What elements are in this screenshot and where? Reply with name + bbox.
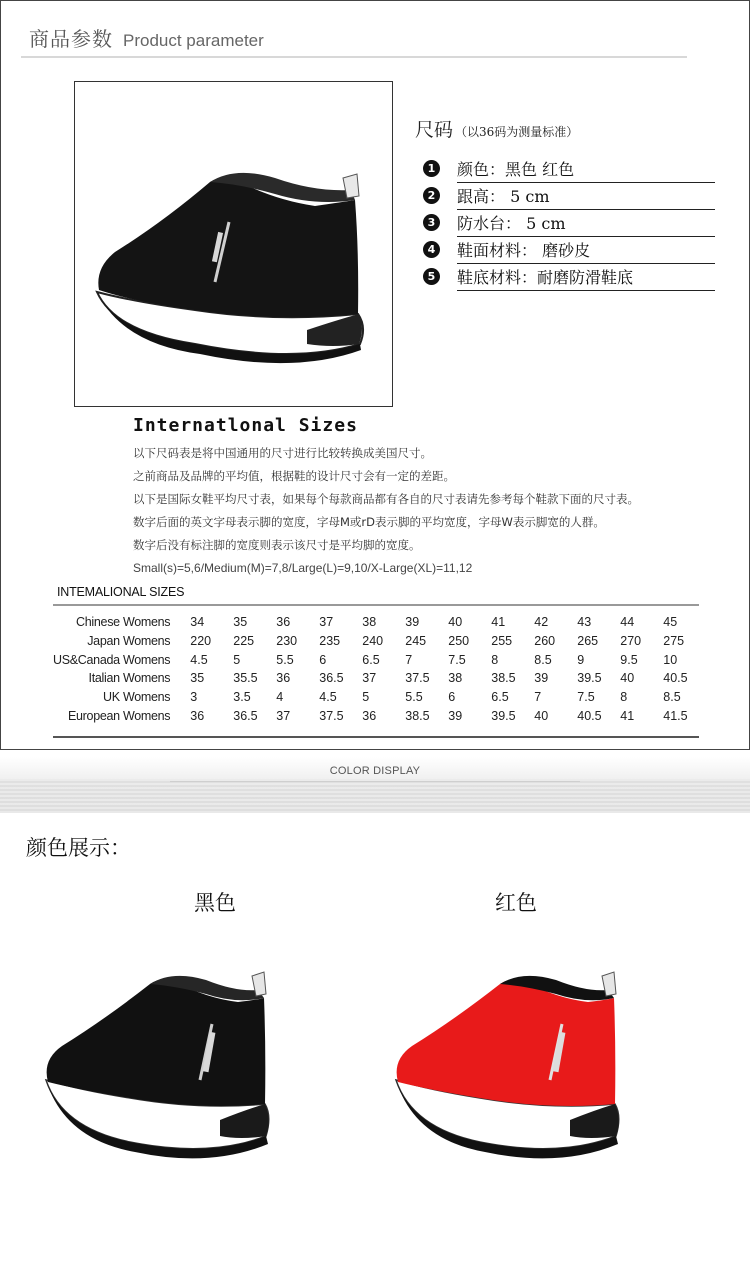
size-cell: 41.5 (663, 708, 688, 723)
size-cell: 35 (190, 671, 205, 686)
size-cell: 36 (362, 708, 377, 723)
size-cell: 7 (405, 652, 413, 667)
header-title-cn: 商品参数 (29, 27, 113, 51)
size-cell: 9 (577, 652, 585, 667)
size-cell: 235 (319, 634, 341, 649)
size-cell: 5 (233, 652, 241, 667)
size-cell: 36 (190, 708, 205, 723)
size-row-label: European Womens (67, 708, 171, 723)
banner-line (170, 781, 580, 782)
size-cell: 265 (577, 634, 599, 649)
size-cell: 40 (620, 671, 635, 686)
spec-number-badge: 5 (423, 268, 440, 285)
size-cell: 6 (448, 690, 456, 705)
red-color-label: 红色 (495, 891, 537, 915)
size-cell: 37 (276, 708, 291, 723)
section-header (29, 23, 264, 52)
size-cell: 6.5 (362, 652, 380, 667)
spec-item-text: 跟高： 5 cm (457, 187, 550, 206)
size-cell: 36.5 (319, 671, 344, 686)
size-table-title: INTEMALIONAL SIZES (57, 585, 185, 599)
size-cell: 37.5 (319, 708, 344, 723)
spec-number-badge: 2 (423, 187, 440, 204)
size-cell: 38 (448, 671, 463, 686)
spec-underline (457, 290, 715, 291)
size-cell: 240 (362, 634, 384, 649)
size-table-row (53, 613, 706, 632)
size-cell: 10 (663, 652, 678, 667)
size-notes (133, 445, 733, 583)
size-cell: 39.5 (491, 708, 516, 723)
product-photo-frame (74, 81, 393, 407)
international-sizes-title: Internatlonal Sizes (133, 415, 358, 436)
size-table-row (53, 632, 706, 651)
size-row-label: Chinese Womens (76, 615, 171, 630)
spec-item (415, 264, 725, 291)
spec-block (415, 115, 725, 291)
size-row-label: Italian Womens (88, 671, 171, 686)
size-cell: 260 (534, 634, 556, 649)
size-cell: 4.5 (190, 652, 208, 667)
size-cell: 4 (276, 690, 284, 705)
size-cell: 8.5 (663, 690, 681, 705)
size-cell: 40.5 (577, 708, 602, 723)
size-cell: 8.5 (534, 652, 552, 667)
size-row-label: Japan Womens (87, 634, 171, 649)
size-note: 数字后面的英文字母表示脚的宽度，字母M或rD表示脚的平均宽度，字母W表示脚宽的人群。 (133, 515, 605, 529)
size-cell: 45 (663, 615, 678, 630)
size-note-letters: Small(s)=5,6/Medium(M)=7,8/Large(L)=9,10/X-Large(XL)=11,12 (133, 561, 473, 575)
size-cell: 8 (491, 652, 499, 667)
size-cell: 5.5 (276, 652, 294, 667)
color-display-banner (0, 757, 750, 813)
size-cell: 39 (405, 615, 420, 630)
size-table-row (53, 688, 706, 707)
size-table-top-rule (53, 604, 699, 606)
spec-number-badge: 3 (423, 214, 440, 231)
size-cell: 38.5 (405, 708, 430, 723)
size-cell: 43 (577, 615, 592, 630)
size-cell: 40 (534, 708, 549, 723)
spec-item (415, 156, 725, 183)
spec-title-note: （以36码为测量标准） (455, 125, 579, 139)
size-cell: 9.5 (620, 652, 638, 667)
size-cell: 6 (319, 652, 327, 667)
size-cell: 275 (663, 634, 685, 649)
size-cell: 41 (620, 708, 635, 723)
size-cell: 42 (534, 615, 549, 630)
size-cell: 40.5 (663, 671, 688, 686)
spec-item (415, 210, 725, 237)
size-cell: 3 (190, 690, 198, 705)
size-cell: 39.5 (577, 671, 602, 686)
size-cell: 5.5 (405, 690, 423, 705)
size-conversion-table (53, 613, 706, 725)
size-table-row (53, 706, 706, 725)
color-display-label: COLOR DISPLAY (329, 765, 421, 777)
black-shoe-photo (40, 960, 280, 1180)
spec-item-text: 鞋面材料： 磨砂皮 (457, 241, 591, 260)
size-cell: 270 (620, 634, 642, 649)
size-cell: 34 (190, 615, 205, 630)
size-cell: 35 (233, 615, 248, 630)
size-cell: 8 (620, 690, 628, 705)
size-cell: 225 (233, 634, 255, 649)
header-divider (21, 56, 687, 58)
size-cell: 3.5 (233, 690, 251, 705)
size-note: 以下尺码表是将中国通用的尺寸进行比较转换成美国尺寸。 (133, 446, 432, 460)
size-cell: 36 (276, 671, 291, 686)
size-table-bottom-rule (53, 736, 699, 738)
size-table-row (53, 669, 706, 688)
size-cell: 38.5 (491, 671, 516, 686)
size-cell: 255 (491, 634, 513, 649)
size-table-row (53, 650, 706, 669)
size-cell: 6.5 (491, 690, 509, 705)
size-note: 数字后没有标注脚的宽度则表示该尺寸是平均脚的宽度。 (133, 538, 421, 552)
size-cell: 36.5 (233, 708, 258, 723)
spec-item (415, 183, 725, 210)
black-color-label: 黑色 (194, 891, 236, 915)
spec-number-badge: 4 (423, 241, 440, 258)
size-cell: 250 (448, 634, 470, 649)
size-cell: 37.5 (405, 671, 430, 686)
size-cell: 39 (534, 671, 549, 686)
size-cell: 39 (448, 708, 463, 723)
size-cell: 7.5 (577, 690, 595, 705)
size-cell: 7 (534, 690, 542, 705)
size-row-label: UK Womens (103, 690, 171, 705)
color-section-title: 颜色展示： (26, 836, 131, 860)
size-cell: 5 (362, 690, 370, 705)
size-cell: 38 (362, 615, 377, 630)
banner-stripes (0, 779, 750, 813)
spec-number-badge: 1 (423, 160, 440, 177)
spec-item (415, 237, 725, 264)
size-cell: 41 (491, 615, 506, 630)
size-cell: 4.5 (319, 690, 337, 705)
size-note: 之前商品及品牌的平均值，根据鞋的设计尺寸会有一定的差距。 (133, 469, 455, 483)
size-cell: 35.5 (233, 671, 258, 686)
size-note: 以下是国际女鞋平均尺寸表，如果每个每款商品都有各自的尺寸表请先参考每个鞋款下面的尺寸表。 (133, 492, 639, 506)
red-shoe-photo (390, 960, 630, 1180)
size-cell: 40 (448, 615, 463, 630)
spec-item-text: 颜色：黑色 红色 (457, 160, 575, 179)
header-title-en: Product parameter (123, 31, 264, 50)
black-shoe-image (75, 82, 392, 406)
size-cell: 245 (405, 634, 427, 649)
spec-title-main: 尺码 (415, 119, 454, 141)
size-cell: 7.5 (448, 652, 466, 667)
size-cell: 37 (319, 615, 334, 630)
spec-item-text: 防水台： 5 cm (457, 214, 566, 233)
spec-title (415, 115, 725, 142)
size-cell: 230 (276, 634, 298, 649)
size-cell: 36 (276, 615, 291, 630)
size-cell: 220 (190, 634, 212, 649)
size-cell: 37 (362, 671, 377, 686)
size-row-label: US&Canada Womens (53, 652, 171, 667)
size-cell: 44 (620, 615, 635, 630)
spec-list (415, 156, 725, 291)
spec-item-text: 鞋底材料：耐磨防滑鞋底 (457, 268, 634, 287)
